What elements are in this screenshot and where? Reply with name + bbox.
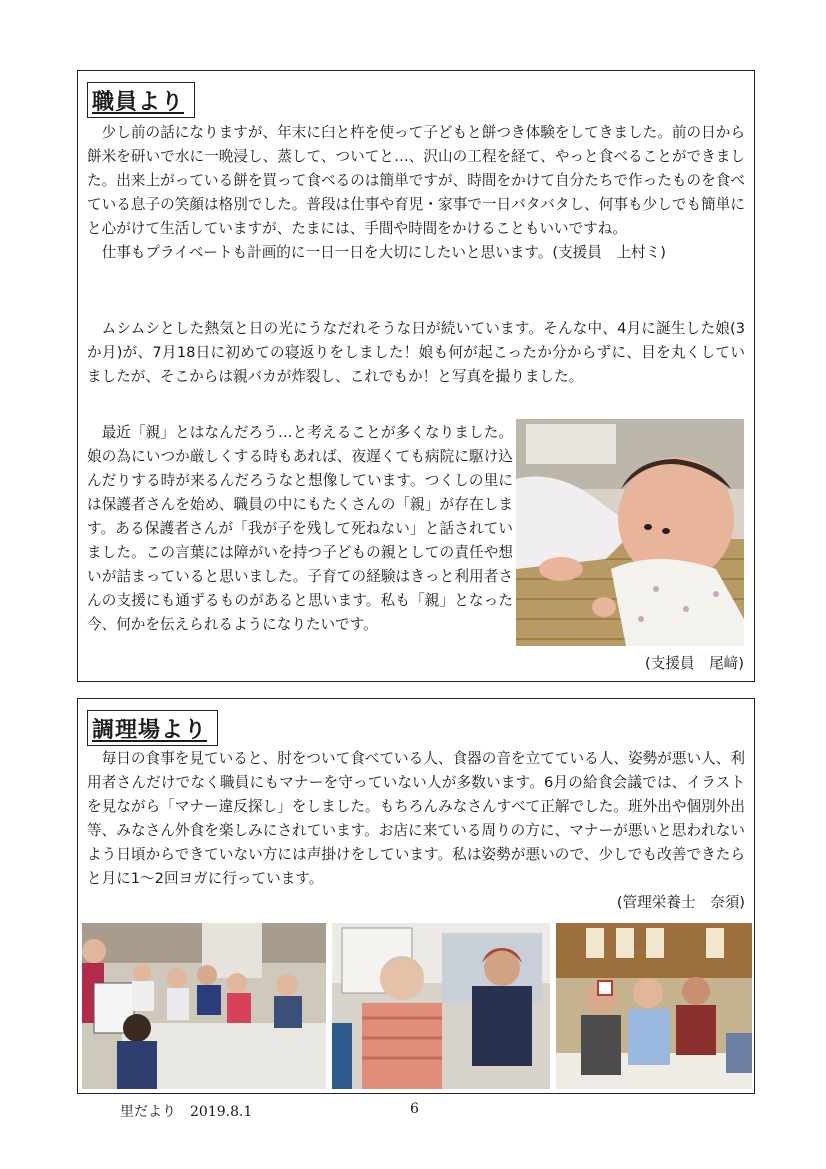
baby-photo (516, 419, 744, 646)
kitchen-section-heading: 調理場より (87, 710, 218, 746)
kitchen-post (87, 747, 745, 915)
page-number: 6 (410, 1101, 419, 1117)
staff-post-2-body (87, 421, 513, 637)
staff-post-2-signature: (支援員 尾﨑) (645, 655, 744, 672)
staff-post-2-paragraph-2: 最近「親」とはなんだろう…と考えることが多くなりました。娘の為にいつか厳しくする時もあれば、夜遅くても病院に駆け込んだりする時が来るんだろうなと想像しています。つくしの里には保護者さんを始め、職員の中にもたくさんの「親」が存在します。ある保護者さんが「我が子を残して死ねない」と話されていました。この言葉には障がいを持つ子どもの親としての責任や想いが詰まっていると思いました。子育ての経験はきっと利用者さんの支援にも通ずるものがあると思います。私も「親」となった今、何かを伝えられるようになりたいです。 (87, 424, 513, 633)
staff-post-2-paragraph-1: ムシムシとした熱気と日の光にうなだれそうな日が続いています。そんな中、4月に誕生した娘(3か月)が、7月18日に初めての寝返りをしました！娘も何が起こったか分からずに、目を丸くしていましたが、そこからは親バカが炸裂し、これでもか！と写真を撮りました。 (87, 320, 745, 385)
kitchen-post-paragraph: 毎日の食事を見ていると、肘をついて食べている人、食器の音を立てている人、姿勢が悪い人、利用者さんだけでなく職員にもマナーを守っていない人が多数います。6月の給食会議では、イラストを見ながら「マナー違反探し」をしました。もちろんみなさんすべて正解でした。班外出や個別外出等、みなさん外食を楽しみにされています。お店に来ている周りの方に、マナーが悪いと思われないよう日頃からできていない方には声掛けをしています。私は姿勢が悪いので、少しでも改善できたらと月に1〜2回ヨガに行っています。 (87, 750, 745, 887)
dining-photo (556, 923, 752, 1089)
residents-photo (332, 923, 550, 1089)
staff-post-1-paragraph-1: 少し前の話になりますが、年末に臼と杵を使って子どもと餅つき体験をしてきました。前の日から餅米を研いで水に一晩浸し、蒸して、ついてと…、沢山の工程を経て、やっと食べることができました。出来上がっている餅を買って食べるのは簡単ですが、時間をかけて自分たちで作ったものを食べている息子の笑顔は格別でした。普段は仕事や育児・家事で一日バタバタし、何事も少しでも簡単にと心がけて生活していますが、たまには、手間や時間をかけることもいいですね。 (87, 124, 745, 237)
kitchen-post-signature: (管理栄養士 奈須) (616, 894, 745, 911)
newsletter-name-date: 里だより 2019.8.1 (120, 1104, 253, 1120)
kitchen-section (77, 698, 755, 1094)
staff-post-1 (87, 121, 745, 265)
staff-post-1-paragraph-2: 仕事もプライベートも計画的に一日一日を大切にしたいと思います。(支援員 上村ミ) (101, 244, 666, 261)
staff-section-heading: 職員より (87, 82, 195, 118)
staff-post-2-intro (87, 317, 745, 389)
meeting-photo (82, 923, 326, 1089)
staff-section (77, 70, 755, 682)
